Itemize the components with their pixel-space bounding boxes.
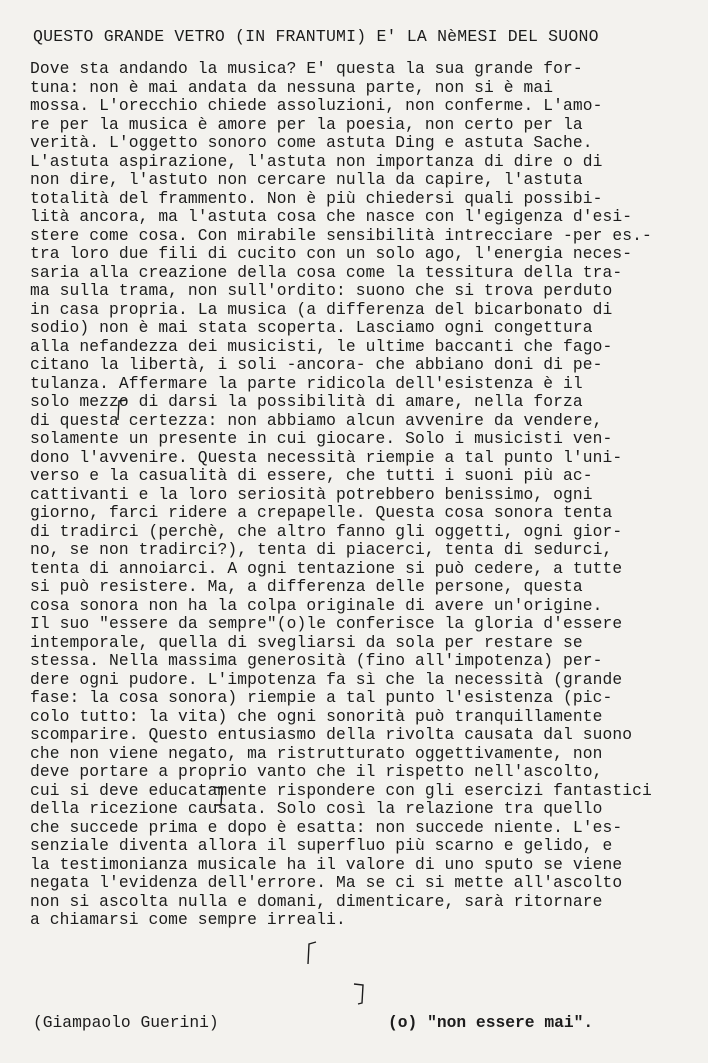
text-line: di questa certezza: non abbiamo alcun avvenire da vendere, — [30, 410, 603, 430]
text-line: Dove sta andando la musica? E' questa la sua grande for- — [30, 59, 583, 78]
text-line: solamente un presente in cui giocare. Solo i musicisti ven- — [30, 429, 613, 448]
text-line: tra loro due fili di cucito con un solo ago, l'energia neces- — [30, 244, 633, 263]
text-line: sodio) non è mai stata scoperta. Lasciamo ogni congettura — [30, 318, 593, 337]
text-line: lità ancora, ma l'astuta cosa che nasce con l'egigenza d'esi- — [30, 207, 633, 226]
page-title: QUESTO GRANDE VETRO (IN FRANTUMI) E' LA NèMESI DEL SUONO — [33, 27, 599, 46]
text-line: giorno, farci ridere a crepapelle. Questa cosa sonora tenta — [30, 503, 613, 522]
body-text — [30, 60, 700, 930]
text-line: re per la musica è amore per la poesia, non certo per la — [30, 114, 583, 134]
text-line: dono l'avvenire. Questa necessità riempie a tal punto l'uni- — [30, 447, 623, 467]
bracket-mark-close-1 — [211, 785, 225, 807]
text-line: citano la libertà, i soli -ancora- che abbiano doni di pe- — [30, 355, 603, 374]
footnote: (o) "non essere mai". — [388, 1013, 594, 1032]
text-line: stere come cosa. Con mirabile sensibilità intrecciare -per es.- — [30, 225, 652, 245]
text-line: cattivanti e la loro seriosità potrebbero benissimo, ogni — [30, 484, 593, 504]
text-line: della ricezione causata. Solo così la relazione tra quello — [30, 799, 603, 818]
text-line: solo mezzo di darsi la possibilità di amare, nella forza — [30, 392, 583, 411]
text-line: stessa. Nella massima generosità (fino all'impotenza) per- — [30, 651, 603, 670]
text-line: no, se non tradirci?), tenta di piacerci, tenta di sedurci, — [30, 540, 613, 559]
text-line: verità. L'oggetto sonoro come astuta Ding e astuta Sache. — [30, 133, 593, 152]
text-line: in casa propria. La musica (a differenza del bicarbonato di — [30, 299, 613, 319]
text-line: scomparire. Questo entusiasmo della rivolta causata dal suono — [30, 725, 633, 744]
text-line: ma sulla trama, non sull'ordito: suono che si trova perduto — [30, 281, 613, 300]
text-line: deve portare a proprio vanto che il rispetto nell'ascolto, — [30, 762, 603, 781]
bracket-mark-close-2 — [352, 981, 366, 1007]
text-line: alla nefandezza dei musicisti, le ultime baccanti che fago- — [30, 336, 613, 356]
bracket-mark-open-2 — [306, 940, 318, 966]
text-line: intemporale, quella di svegliarsi da sola per restare se — [30, 632, 583, 652]
text-line: dere ogni pudore. L'impotenza fa sì che la necessità (grande — [30, 669, 623, 689]
text-line: saria alla creazione della cosa come la tessitura della tra- — [30, 262, 623, 282]
text-line: senziale diventa allora il superfluo più scarno e gelido, e — [30, 836, 613, 855]
text-line: non si ascolta nulla e domani, dimenticare, sarà ritornare — [30, 891, 603, 911]
text-line: L'astuta aspirazione, l'astuta non importanza di dire o di — [30, 151, 603, 171]
text-line: la testimonianza musicale ha il valore di uno sputo se viene — [30, 854, 623, 874]
text-line: si può resistere. Ma, a differenza delle persone, questa — [30, 577, 583, 596]
text-line: colo tutto: la vita) che ogni sonorità può tranquillamente — [30, 706, 603, 726]
bracket-mark-open-1 — [116, 398, 128, 422]
text-line: Il suo "essere da sempre"(o)le conferisce la gloria d'essere — [30, 614, 623, 633]
text-line: di tradirci (perchè, che altro fanno gli oggetti, ogni gior- — [30, 521, 623, 541]
text-line: a chiamarsi come sempre irreali. — [30, 910, 346, 929]
text-line: che non viene negato, ma ristrutturato oggettivamente, non — [30, 743, 603, 763]
text-line: tulanza. Affermare la parte ridicola dell'esistenza è il — [30, 373, 583, 393]
text-line: che succede prima e dopo è esatta: non succede niente. L'es- — [30, 817, 623, 837]
text-line: mossa. L'orecchio chiede assoluzioni, non conferme. L'amo- — [30, 96, 603, 115]
text-line: cui si deve educatamente rispondere con gli esercizi fantastici — [30, 780, 652, 800]
text-line: tuna: non è mai andata da nessuna parte, non si è mai — [30, 77, 554, 97]
text-line: non dire, l'astuto non cercare nulla da capire, l'astuta — [30, 170, 583, 189]
text-line: cosa sonora non ha la colpa originale di avere un'origine. — [30, 595, 603, 615]
text-line: negata l'evidenza dell'errore. Ma se ci si mette all'ascolto — [30, 873, 623, 892]
text-line: verso e la casualità di essere, che tutti i suoni più ac- — [30, 466, 593, 485]
text-line: fase: la cosa sonora) riempie a tal punto l'esistenza (pic- — [30, 688, 613, 707]
text-line: totalità del frammento. Non è più chiedersi quali possibi- — [30, 188, 603, 208]
author-signature: (Giampaolo Guerini) — [33, 1013, 219, 1032]
text-line: tenta di annoiarci. A ogni tentazione si può cedere, a tutte — [30, 558, 623, 578]
